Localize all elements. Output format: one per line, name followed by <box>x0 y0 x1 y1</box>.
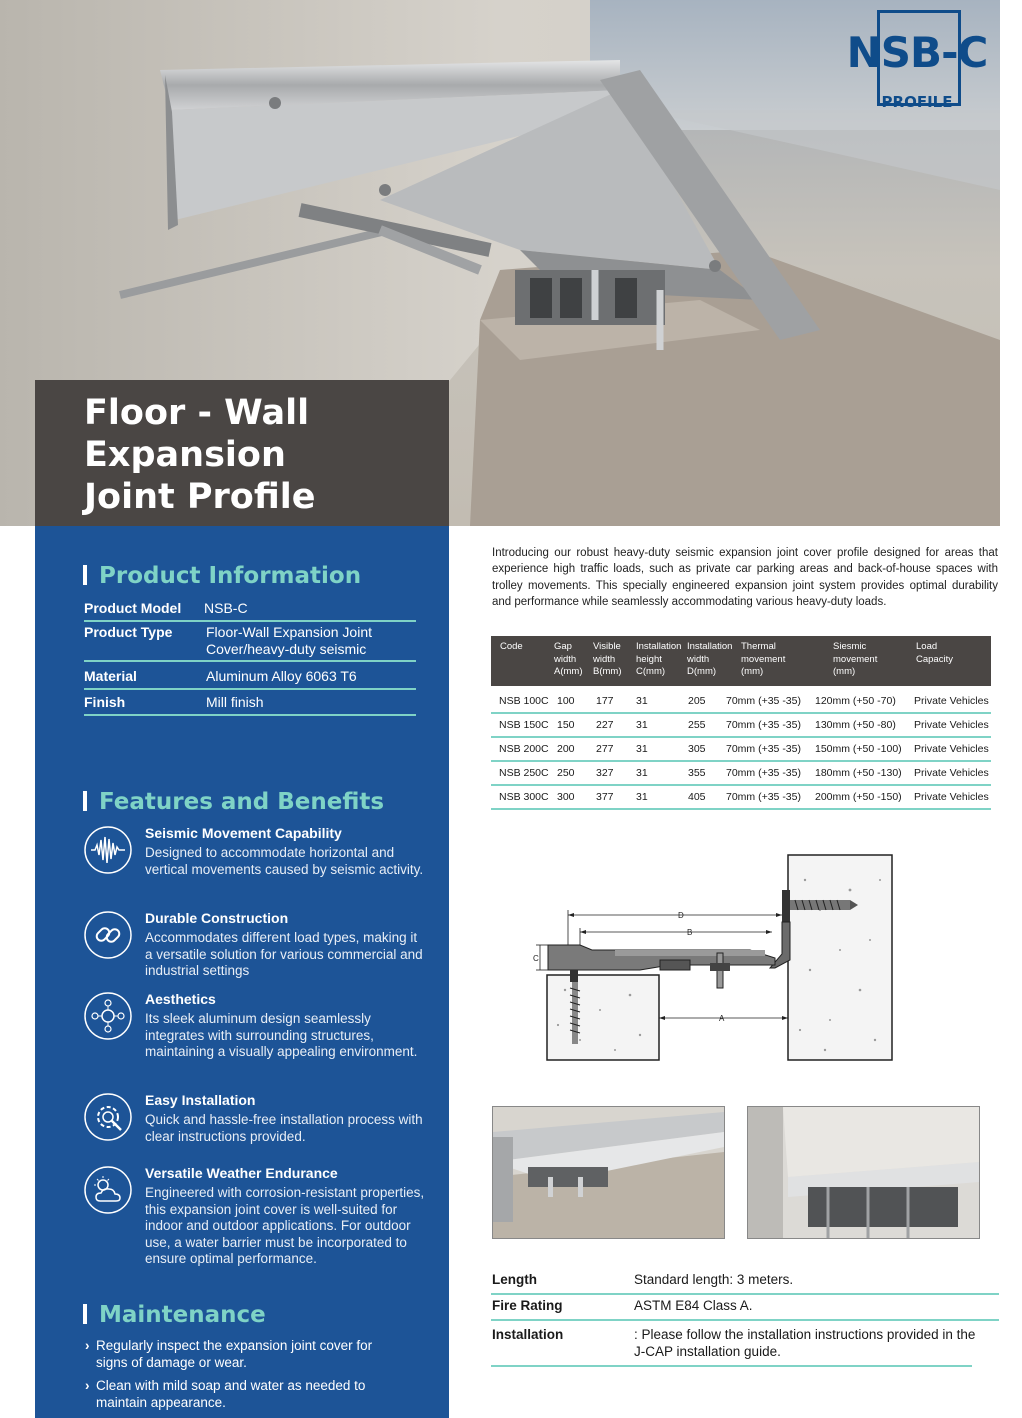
feature-title: Easy Installation <box>145 1092 256 1108</box>
col-header-code: Code <box>500 641 523 652</box>
col-header-visible: Visible width B(mm) <box>593 641 622 677</box>
table-row <box>491 713 991 738</box>
table-cell: 31 <box>636 791 648 803</box>
info-row-type <box>84 624 416 662</box>
info-key: Product Type <box>84 624 173 640</box>
title-box <box>35 380 449 526</box>
spec-value: ASTM E84 Class A. <box>634 1298 753 1313</box>
maintenance-item <box>85 1378 405 1412</box>
info-value: Mill finish <box>206 694 264 710</box>
col-header-thermal: Thermal movement (mm) <box>741 641 786 677</box>
feature-desc: Accommodates different load types, making it a versatile solution for various commercial and industrial settings <box>145 930 423 978</box>
chain-link-icon <box>83 910 133 960</box>
table-cell: 405 <box>688 791 706 803</box>
col-header-inst-height: Installation height C(mm) <box>636 641 682 677</box>
table-cell: 180mm (+50 -130) <box>815 767 902 779</box>
table-cell: 305 <box>688 743 706 755</box>
dim-label-c: C <box>533 954 539 963</box>
features-heading <box>83 789 384 815</box>
table-cell: 31 <box>636 695 648 707</box>
features-heading-text: Features and Benefits <box>99 789 385 815</box>
heading-bar <box>83 1304 87 1324</box>
table-cell: 150 <box>557 719 575 731</box>
table-cell: 227 <box>596 719 614 731</box>
table-cell: 130mm (+50 -80) <box>815 719 896 731</box>
table-cell: NSB 100C <box>499 695 549 707</box>
table-cell: 70mm (+35 -35) <box>726 791 801 803</box>
chevron-right-icon: › <box>85 1338 90 1353</box>
maintenance-heading <box>83 1302 266 1328</box>
col-header-seismic: Siesmic movement (mm) <box>833 641 878 677</box>
maintenance-item <box>85 1338 405 1372</box>
page-title <box>84 392 316 518</box>
table-cell: NSB 250C <box>499 767 549 779</box>
network-gear-icon <box>83 991 133 1041</box>
title-line-1: Floor - Wall <box>84 393 310 433</box>
table-cell: NSB 300C <box>499 791 549 803</box>
logo-brand: NSB-C <box>846 28 988 77</box>
table-cell: 177 <box>596 695 614 707</box>
dim-label-a: A <box>719 1014 725 1023</box>
feature-aesthetics <box>83 991 423 1076</box>
product-photo-2 <box>747 1106 980 1239</box>
maintenance-text: Regularly inspect the expansion joint cover for signs of damage or wear. <box>96 1338 373 1370</box>
product-info-heading-text: Product Information <box>99 563 362 589</box>
table-header <box>491 636 991 686</box>
table-row <box>491 785 991 810</box>
table-cell: NSB 200C <box>499 743 549 755</box>
feature-seismic <box>83 825 423 895</box>
feature-installation <box>83 1092 423 1147</box>
table-cell: 70mm (+35 -35) <box>726 767 801 779</box>
table-row <box>491 689 991 714</box>
info-value: Aluminum Alloy 6063 T6 <box>206 668 357 684</box>
table-cell: 100 <box>557 695 575 707</box>
maintenance-heading-text: Maintenance <box>99 1302 266 1328</box>
maintenance-text: Clean with mild soap and water as needed to maintain appearance. <box>96 1378 366 1410</box>
spec-row-length <box>491 1272 999 1295</box>
title-line-3: Joint Profile <box>84 477 316 517</box>
table-cell: 277 <box>596 743 614 755</box>
info-row-finish <box>84 694 416 716</box>
table-cell: 250 <box>557 767 575 779</box>
info-key: Product Model <box>84 600 182 616</box>
spec-key: Installation <box>492 1327 564 1342</box>
table-cell: 31 <box>636 767 648 779</box>
dim-label-b: B <box>687 928 693 937</box>
sun-cloud-icon <box>83 1165 133 1215</box>
table-cell: 200 <box>557 743 575 755</box>
title-line-2: Expansion <box>84 435 286 475</box>
spec-value: Standard length: 3 meters. <box>634 1272 794 1287</box>
gear-wrench-icon <box>83 1092 133 1142</box>
table-cell: 70mm (+35 -35) <box>726 719 801 731</box>
seismic-wave-icon <box>83 825 133 875</box>
chevron-right-icon: › <box>85 1378 90 1393</box>
table-cell: Private Vehicles <box>914 719 989 731</box>
table-cell: 377 <box>596 791 614 803</box>
table-cell: 70mm (+35 -35) <box>726 695 801 707</box>
feature-durable <box>83 910 423 980</box>
left-panel <box>35 526 449 1418</box>
table-cell: 255 <box>688 719 706 731</box>
table-row <box>491 761 991 786</box>
feature-desc: Quick and hassle-free installation process with clear instructions provided. <box>145 1112 423 1144</box>
table-cell: 205 <box>688 695 706 707</box>
table-cell: Private Vehicles <box>914 791 989 803</box>
section-drawing <box>520 850 900 1065</box>
table-cell: 150mm (+50 -100) <box>815 743 902 755</box>
table-cell: 355 <box>688 767 706 779</box>
table-cell: Private Vehicles <box>914 695 989 707</box>
table-cell: 120mm (+50 -70) <box>815 695 896 707</box>
feature-desc: Its sleek aluminum design seamlessly integrates with surrounding structures, maintaining a visually appealing environment. <box>145 1011 418 1059</box>
feature-title: Versatile Weather Endurance <box>145 1165 338 1181</box>
intro-paragraph: Introducing our robust heavy-duty seismic expansion joint cover profile designed for areas that experience high traffic loads, such as private car parking areas and back-of-house spaces with trolley movements. This specially engineered expansion joint system provides optimal durability and performance while seamlessly accommodating various heavy-duty loads. <box>492 547 998 608</box>
feature-title: Aesthetics <box>145 991 216 1007</box>
spec-value: : Please follow the installation instructions provided in the J-CAP installation guide. <box>634 1327 976 1359</box>
feature-desc: Engineered with corrosion-resistant properties, this expansion joint cover is well-suited for indoor and outdoor applications. For outdoor use, a water barrier must be incorporated to ensure optimal performance. <box>145 1185 425 1266</box>
table-row <box>491 737 991 762</box>
table-cell: 327 <box>596 767 614 779</box>
logo-subtitle: PROFILE <box>881 93 953 111</box>
product-info-heading <box>83 563 361 589</box>
info-value: NSB-C <box>204 600 248 616</box>
table-cell: 300 <box>557 791 575 803</box>
table-cell: NSB 150C <box>499 719 549 731</box>
brand-logo <box>842 10 992 115</box>
dim-label-d: D <box>678 911 684 920</box>
product-photo-1 <box>492 1106 725 1239</box>
spec-row-installation <box>491 1327 976 1367</box>
info-row-material <box>84 668 416 690</box>
info-key: Material <box>84 668 137 684</box>
info-value: Floor-Wall Expansion Joint Cover/heavy-duty seismic <box>206 624 372 657</box>
table-cell: 31 <box>636 743 648 755</box>
feature-weather <box>83 1165 423 1285</box>
table-cell: 70mm (+35 -35) <box>726 743 801 755</box>
table-cell: Private Vehicles <box>914 743 989 755</box>
heading-bar <box>83 565 87 585</box>
spec-row-fire-rating <box>491 1298 999 1321</box>
col-header-inst-width: Installation width D(mm) <box>687 641 733 677</box>
feature-desc: Designed to accommodate horizontal and vertical movements caused by seismic activity. <box>145 845 424 877</box>
info-key: Finish <box>84 694 126 710</box>
feature-title: Durable Construction <box>145 910 289 926</box>
heading-bar <box>83 791 87 811</box>
spec-key: Length <box>492 1272 537 1287</box>
spec-key: Fire Rating <box>492 1298 563 1313</box>
info-row-model <box>84 600 416 622</box>
table-cell: 200mm (+50 -150) <box>815 791 902 803</box>
col-header-load: Load Capacity <box>916 641 953 665</box>
table-cell: Private Vehicles <box>914 767 989 779</box>
feature-title: Seismic Movement Capability <box>145 825 342 841</box>
table-cell: 31 <box>636 719 648 731</box>
col-header-gap: Gap width A(mm) <box>554 641 583 677</box>
